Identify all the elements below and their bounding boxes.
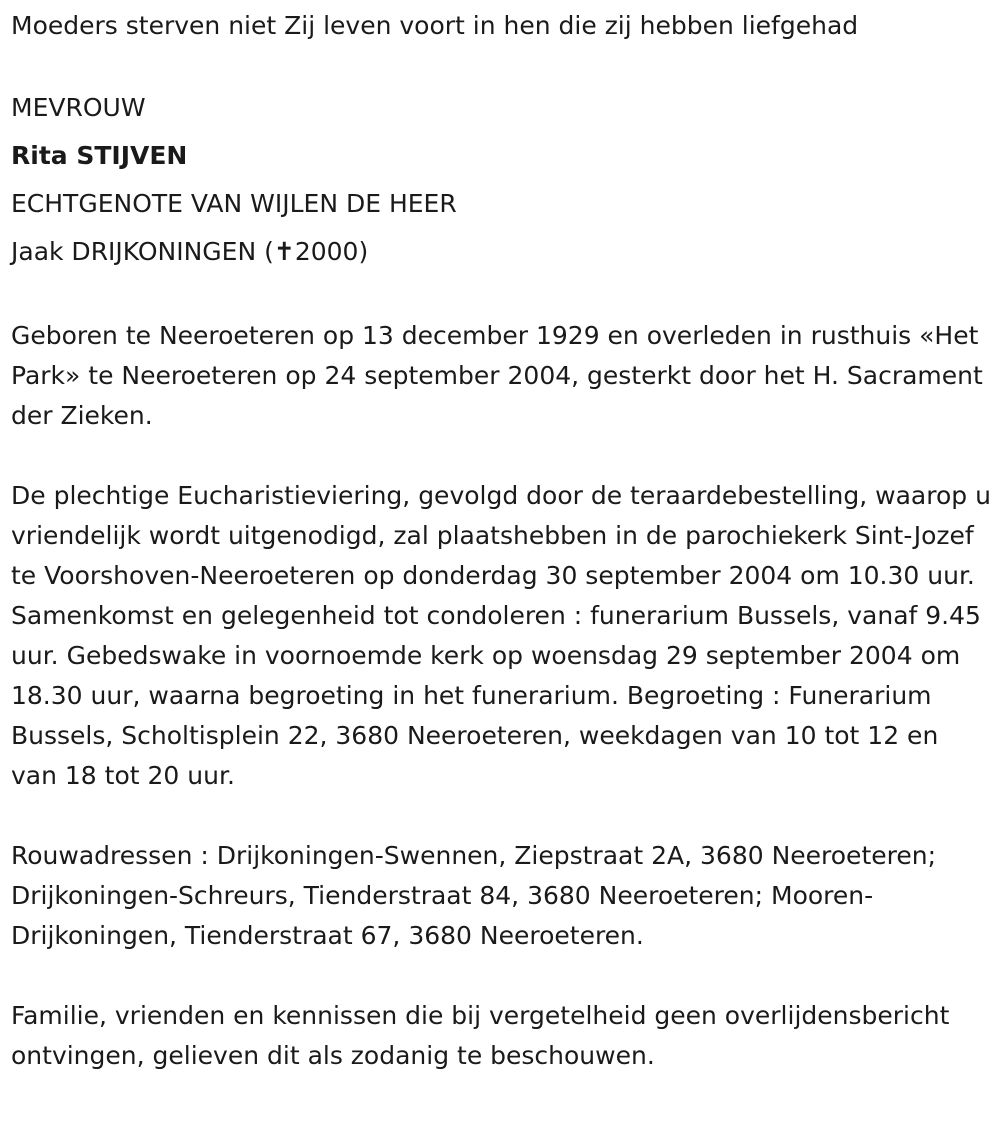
spacer (11, 276, 991, 316)
memorial-quote: Moeders sterven niet Zij leven voort in hen die zij hebben liefgehad (11, 11, 859, 40)
spouse-intro: ECHTGENOTE VAN WIJLEN DE HEER (11, 189, 457, 218)
title-prefix: MEVROUW (11, 93, 146, 122)
spacer (11, 796, 991, 836)
spouse-paren-open: ( (256, 237, 274, 266)
spacer (11, 956, 991, 996)
birth-death-paragraph: Geboren te Neeroeteren op 13 december 1929 en overleden in rusthuis «Het Park» te Neeroeteren op 24 september 2004, gesterkt door het H. Sacrament der Zieken. (11, 321, 983, 430)
ceremony-paragraph: De plechtige Eucharistieviering, gevolgd door de teraardebestelling, waarop u vriendelijk wordt uitgenodigd, zal plaatshebben in de parochiekerk Sint-Jozef te Voorshoven-Neeroeteren op donderdag 30 september 2004 om 10.30 uur. Samenkomst en gelegenheid tot condoleren : funerarium Bussels, vanaf 9.45 uur. Gebedswake in voornoemde kerk op woensdag 29 september 2004 om 18.30 uur, waarna begroeting in het funerarium. Begroeting : Funerarium Bussels, Scholtisplein 22, 3680 Neeroeteren, weekdagen van 10 tot 12 en van 18 tot 20 uur. (11, 481, 991, 790)
closing-paragraph: Familie, vrienden en kennissen die bij vergetelheid geen overlijdensbericht ontvingen, gelieven dit als zodanig te beschouwen. (11, 1001, 950, 1070)
cross-icon: ✝ (273, 237, 295, 266)
obituary-notice (11, 0, 991, 1076)
deceased-name: Rita STIJVEN (11, 141, 188, 170)
spouse-paren-close: ) (358, 237, 369, 266)
spouse-name: Jaak DRIJKONINGEN (11, 237, 257, 266)
spacer (11, 436, 991, 476)
spouse-death-year: 2000 (294, 237, 359, 266)
spouse-line (11, 228, 991, 276)
addresses-paragraph: Rouwadressen : Drijkoningen-Swennen, Ziepstraat 2A, 3680 Neeroeteren; Drijkoningen-Schreurs, Tienderstraat 84, 3680 Neeroeteren; Mooren-Drijkoningen, Tienderstraat 67, 3680 Neeroeteren. (11, 841, 936, 950)
spacer (11, 52, 991, 84)
